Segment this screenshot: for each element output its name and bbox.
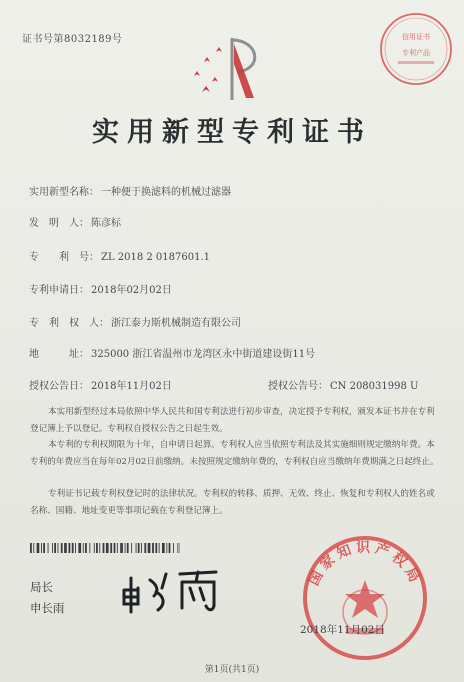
barcode-bar: [75, 543, 76, 553]
barcode-bar: [83, 543, 84, 553]
barcode-bar: [54, 543, 56, 553]
barcode-bar: [96, 543, 98, 553]
field-value: 2018年11月02日: [91, 381, 172, 392]
barcode-icon: [30, 543, 180, 553]
barcode-bar: [125, 543, 126, 553]
barcode-bar: [37, 543, 40, 553]
announcement-number: [268, 377, 418, 392]
patent-office-logo-icon: [188, 34, 276, 104]
barcode-bar: [64, 543, 67, 553]
barcode-bar: [131, 543, 132, 553]
barcode-bar: [110, 543, 112, 553]
field-label: 授权公告号：: [268, 381, 328, 392]
paragraph-register: 专利证书记载专利权登记时的法律状况。专利权的转移、质押、无效、终止、恢复和专利权人的姓名或名称、国籍、地址变更等事项记载在专利登记簿上。: [30, 489, 435, 516]
field-value: CN 208031998 U: [330, 381, 419, 392]
field-value: 陈彦标: [91, 218, 121, 229]
barcode-bar: [169, 543, 171, 553]
field-value: 浙江泰力斯机械制造有限公司: [111, 318, 241, 329]
barcode-bar: [148, 543, 151, 553]
barcode-bar: [89, 543, 90, 553]
announcement-date: [29, 377, 172, 392]
page-number: 第1页(共1页): [204, 665, 260, 675]
field-label: 专 利 权 人：: [29, 318, 109, 329]
signature-role: 局长: [30, 580, 53, 594]
field-value: 一种便于换滤料的机械过滤器: [101, 187, 231, 198]
field-label: 发 明 人：: [29, 218, 89, 229]
barcode-bar: [127, 543, 129, 553]
barcode-bar: [94, 543, 95, 553]
barcode-bar: [120, 543, 123, 553]
paragraph-term: 本专利的专利权期限为十年，自申请日起算。专利权人应当依照专利法及其实施细则规定缴纳年费。本专利的年费应当在每年02月02日前缴纳。未按照规定缴纳年费的，专利权自应当缴纳年费期满之日起终止。: [30, 440, 439, 467]
barcode-bar: [61, 543, 63, 553]
barcode-bar: [52, 543, 53, 553]
field-label: 专 利 号：: [29, 252, 99, 263]
barcode-bar: [166, 543, 167, 553]
barcode-bar: [99, 543, 100, 553]
signature-name: 申长雨: [30, 601, 65, 615]
national-ip-administration-seal-icon: [290, 532, 440, 662]
page-title: 实用新型专利证书: [92, 117, 372, 148]
certification-stamp-icon: [376, 9, 456, 89]
barcode-bar: [117, 543, 118, 553]
field-value: 2018年02月02日: [91, 285, 172, 296]
barcode-bar: [159, 543, 160, 553]
field-value: ZL 2018 2 0187601.1: [101, 252, 211, 263]
field-value: 325000 浙江省温州市龙湾区永中街道建设街11号: [91, 349, 316, 360]
barcode-bar: [173, 543, 174, 553]
certificate-number: 证书号第8032189号: [22, 34, 123, 45]
field-patentee: [29, 314, 241, 329]
barcode-bar: [30, 543, 32, 553]
barcode-bar: [155, 543, 157, 553]
barcode-bar: [141, 543, 142, 553]
field-patent-number: [29, 248, 210, 263]
field-label: 实用新型名称：: [29, 187, 99, 198]
field-label: 授权公告日：: [29, 381, 89, 392]
field-address: [29, 345, 315, 360]
stamp-text-line-1: 信用证书: [402, 33, 430, 41]
barcode-bar: [48, 543, 49, 553]
barcode-bar: [106, 543, 109, 553]
handwritten-signature: [116, 560, 226, 615]
stamp-text-line-2: 专利产品: [402, 49, 430, 57]
barcode-bar: [177, 543, 178, 553]
svg-text:国家知识产权局: [305, 539, 424, 588]
barcode-bar: [58, 543, 59, 553]
field-inventor: [29, 214, 121, 229]
barcode-bar: [85, 543, 87, 553]
barcode-bar: [136, 543, 137, 553]
barcode-bar: [144, 543, 146, 553]
barcode-bar: [69, 543, 71, 553]
field-application-date: [29, 281, 172, 296]
seal-text: 国家知识产权局: [306, 540, 424, 589]
barcode-bar: [78, 543, 81, 553]
field-utility-model-name: [29, 183, 231, 198]
barcode-bar: [138, 543, 140, 553]
barcode-bar: [33, 543, 34, 553]
barcode-bar: [114, 543, 116, 553]
barcode-bar: [152, 543, 154, 553]
field-label: 专利申请日：: [29, 285, 89, 296]
seal-date: 2018年11月02日: [300, 624, 385, 636]
field-label: 地 址：: [29, 349, 89, 360]
barcode-bar: [72, 543, 74, 553]
barcode-bar: [103, 543, 105, 553]
barcode-bar: [43, 543, 45, 553]
barcode-bar: [162, 543, 165, 553]
paragraph-grant: 本实用新型经过本局依照中华人民共和国专利法进行初步审查，决定授予专利权，颁发本证书并在专利登记簿上予以登记。专利权自授权公告之日起生效。: [30, 407, 435, 434]
barcode-bar: [41, 543, 42, 553]
